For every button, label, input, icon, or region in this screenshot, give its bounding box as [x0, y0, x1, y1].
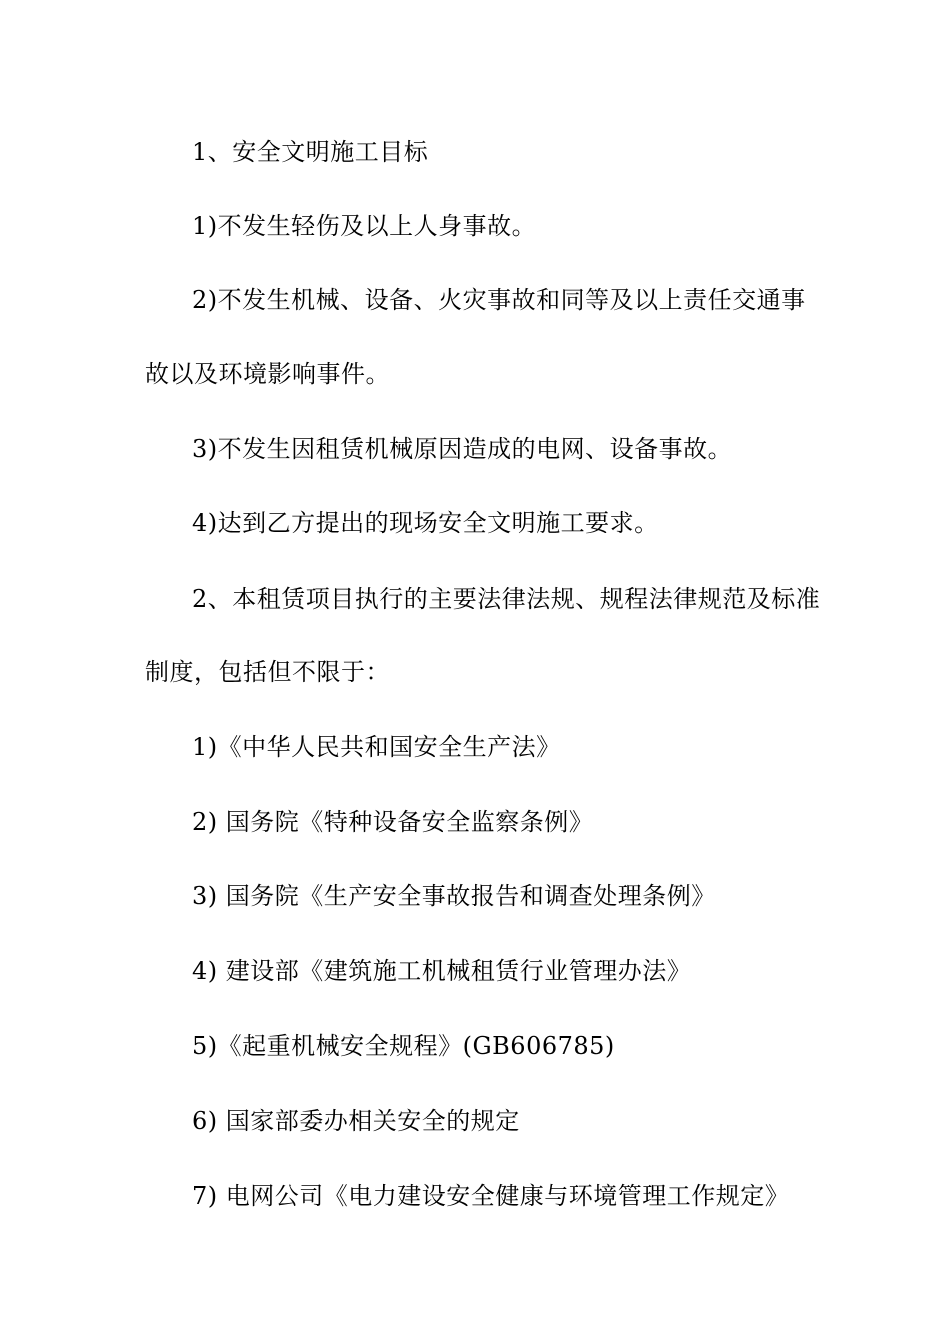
regulation-item-6: 6) 国家部委办相关安全的规定 [192, 1107, 520, 1135]
section-heading-safety-goals: 1、安全文明施工目标 [192, 138, 429, 166]
regulation-item-3: 3) 国务院《生产安全事故报告和调查处理条例》 [192, 882, 716, 910]
goal-item-4: 4)达到乙方提出的现场安全文明施工要求。 [192, 509, 659, 537]
goal-item-2-continued: 故以及环境影响事件。 [145, 360, 390, 388]
regulation-item-1: 1)《中华人民共和国安全生产法》 [192, 733, 561, 761]
goal-item-3: 3)不发生因租赁机械原因造成的电网、设备事故。 [192, 435, 733, 463]
goal-item-2: 2)不发生机械、设备、火灾事故和同等及以上责任交通事 [192, 286, 806, 314]
regulation-item-4: 4) 建设部《建筑施工机械租赁行业管理办法》 [192, 957, 692, 985]
goal-item-1: 1)不发生轻伤及以上人身事故。 [192, 212, 537, 240]
regulation-item-5: 5)《起重机械安全规程》(GB606785) [192, 1032, 615, 1060]
regulation-item-7: 7) 电网公司《电力建设安全健康与环境管理工作规定》 [192, 1182, 790, 1210]
section-heading-regulations-continued: 制度，包括但不限于： [145, 658, 390, 686]
section-heading-regulations: 2、本租赁项目执行的主要法律法规、规程法律规范及标准 [192, 585, 821, 613]
regulation-item-2: 2) 国务院《特种设备安全监察条例》 [192, 808, 594, 836]
